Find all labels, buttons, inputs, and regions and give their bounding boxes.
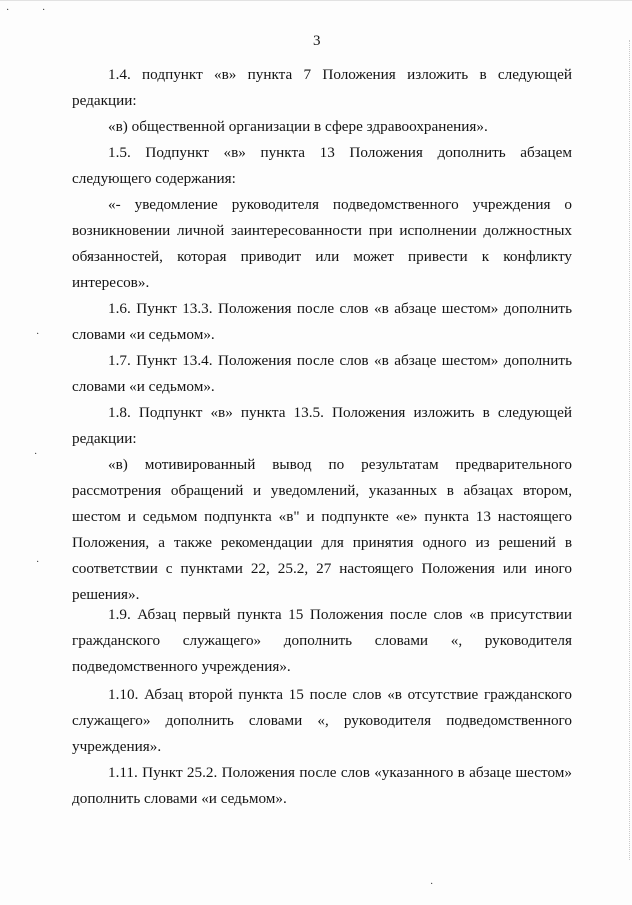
scan-top-edge bbox=[0, 0, 632, 1]
paragraph-1-8-text: «в) мотивированный вывод по результатам предварительного рассмотрения обращений и уведомлений, указанных в абзацах втором, шестом и седьмом подпункта «в" и подпункте «е» пункта 13 настоящего Положения, а также рекомендации для принятия одного из решений в соответствии с пунктами 22, 25.2, 27 настоящего Положения или иного решения». bbox=[72, 456, 572, 603]
scan-speck: · bbox=[6, 5, 10, 16]
paragraph-1-6: 1.6. Пункт 13.3. Положения после слов «в абзаце шестом» дополнить словами «и седьмом». bbox=[72, 300, 572, 343]
scan-speck: · bbox=[36, 329, 40, 340]
scan-speck: · bbox=[34, 449, 38, 460]
paragraph-1-4-text: «в) общественной организации в сфере здравоохранения». bbox=[108, 118, 488, 135]
paragraph-1-4: 1.4. подпункт «в» пункта 7 Положения изложить в следующей редакции: bbox=[72, 66, 572, 109]
paragraph-1-7: 1.7. Пункт 13.4. Положения после слов «в абзаце шестом» дополнить словами «и седьмом». bbox=[72, 352, 572, 395]
paragraph-1-8: 1.8. Подпункт «в» пункта 13.5. Положения изложить в следующей редакции: bbox=[72, 404, 572, 447]
paragraph-1-11: 1.11. Пункт 25.2. Положения после слов «указанного в абзаце шестом» дополнить словами «и седьмом». bbox=[72, 764, 572, 807]
page-number: 3 bbox=[313, 33, 321, 49]
scan-speck: · bbox=[36, 557, 40, 568]
paragraph-1-5: 1.5. Подпункт «в» пункта 13 Положения дополнить абзацем следующего содержания: bbox=[72, 144, 572, 187]
scan-right-edge bbox=[628, 40, 630, 860]
scan-speck: · bbox=[42, 5, 46, 16]
paragraph-1-5-text: «- уведомление руководителя подведомственного учреждения о возникновении личной заинтересованности при исполнении должностных обязанностей, которая приводит или может привести к конфликту интересов». bbox=[72, 196, 572, 291]
scan-speck: · bbox=[430, 879, 434, 890]
paragraph-1-9: 1.9. Абзац первый пункта 15 Положения после слов «в присутствии гражданского служащего» дополнить словами «, руководителя подведомственного учреждения». bbox=[72, 606, 572, 675]
paragraph-1-10: 1.10. Абзац второй пункта 15 после слов «в отсутствие гражданского служащего» дополнить словами «, руководителя подведомственного учреждения». bbox=[72, 686, 572, 755]
